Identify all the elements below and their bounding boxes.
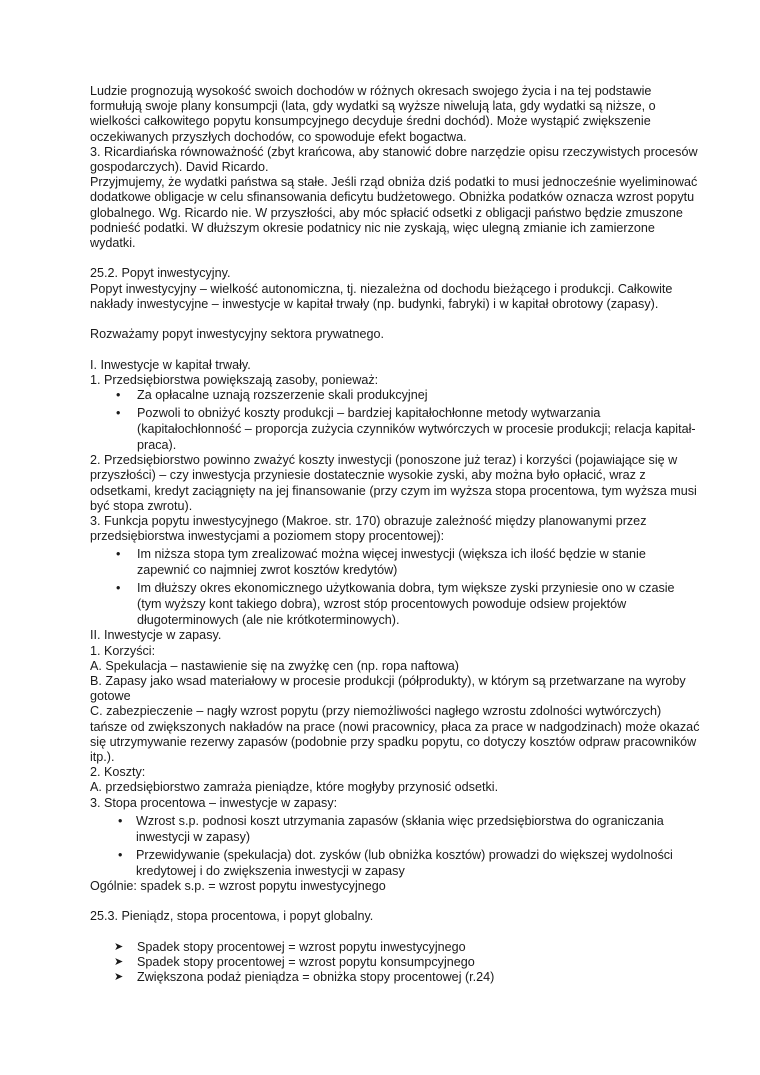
paragraph: 1. Przedsiębiorstwa powiększają zasoby, ponieważ: <box>90 372 379 387</box>
list-item <box>90 970 700 985</box>
arrow-bullet-icon: ➤ <box>114 955 124 968</box>
list-item-text: Spadek stopy procentowej = wzrost popytu konsumpcyjnego <box>137 954 475 969</box>
list-item <box>90 940 700 955</box>
list-item-text: Wzrost s.p. podnosi koszt utrzymania zapasów (skłania więc przedsiębiorstwa do ograniczania inwestycji w zapasy) <box>136 813 664 844</box>
list-item-text: Zwiększona podaż pieniądza = obniżka stopy procentowej (r.24) <box>137 970 495 985</box>
list-item <box>90 546 700 578</box>
bullet-list <box>90 546 700 628</box>
list-item-text: Im dłuższy okres ekonomicznego użytkowania dobra, tym większe zyski przyniesie ono w czasie (tym wyższy kont takiego dobra), wzrost stóp procentowych powoduje odsiew projektów długoterminowych (ale nie krótkoterminowych). <box>137 581 675 628</box>
paragraph: B. Zapasy jako wsad materiałowy w procesie produkcji (półprodukty), w którym są przetwarzane na wyroby gotowe <box>90 674 686 704</box>
paragraph: 2. Przedsiębiorstwo powinno zważyć koszty inwestycji (ponoszone już teraz) i korzyści (pojawiające się w przyszłości) – czy inwestycja przyniesie dostatecznie wysokie zyski, aby można było opłacić, wraz z odsetkami, kredyt zaciągnięty na jej finansowanie (przy czym im wyższa stopa procentowa, tym wyższa musi być stopa zwrotu). <box>90 453 697 513</box>
subheading: II. Inwestycje w zapasy. <box>90 628 222 643</box>
list-item <box>90 388 700 403</box>
list-item-text: Przewidywanie (spekulacja) dot. zysków (lub obniżka kosztów) prowadzi do większej wydolności kredytowej i do zwiększenia inwestycji w zapasy <box>136 847 673 878</box>
paragraph: Przyjmujemy, że wydatki państwa są stałe. Jeśli rząd obniża dziś podatki to musi jednocześnie wyeliminować dodatkowe obligacje w celu sfinansowania deficytu budżetowego. Obniżka podatków oznacza wzrost popytu globalnego. Wg. Ricardo nie. W przyszłości, aby móc spłacić odsetki z obligacji państwo będzie zmuszone podnieść podatki. W dłuższym okresie podatnicy nic nie zyskają, więc ulegną zmianie ich zamierzone wydatki. <box>90 175 698 251</box>
paragraph: Rozważamy popyt inwestycyjny sektora prywatnego. <box>90 327 384 342</box>
paragraph: A. Spekulacja – nastawienie się na zwyżkę cen (np. ropa naftowa) <box>90 658 459 673</box>
paragraph: C. zabezpieczenie – nagły wzrost popytu (przy niemożliwości nagłego wzrostu zdolności wytwórczych) tańsze od zwiększonych nakładów na prace (nowi pracownicy, płaca za prace w nadgodzinach) może okazać się utrzymywanie rezerwy zapasów (podobnie przy spadku popytu, co dotyczy kosztów odpraw pracowników itp.). <box>90 704 700 765</box>
section-heading: 25.2. Popyt inwestycyjny. <box>90 266 231 281</box>
list-item <box>90 580 700 628</box>
list-item <box>90 847 700 879</box>
bullet-list <box>90 813 700 879</box>
list-item-text: Im niższa stopa tym zrealizować można więcej inwestycji (większa ich ilość będzie w stanie zapewnić co najmniej zwrot kosztów kredytów) <box>137 547 646 578</box>
paragraph: Popyt inwestycyjny – wielkość autonomiczna, tj. niezależna od dochodu bieżącego i produkcji. Całkowite nakłady inwestycyjne – inwestycje w kapitał trwały (np. budynki, fabryki) i w kapitał obrotowy (zapasy). <box>90 281 673 311</box>
bullet-list <box>90 388 700 453</box>
list-item <box>90 405 700 453</box>
paragraph: 3. Stopa procentowa – inwestycje w zapasy: <box>90 795 338 810</box>
paragraph: 3. Ricardiańska równoważność (zbyt krańcowa, aby stanowić dobre narzędzie opisu rzeczywistych procesów gospodarczych). David Ricardo. <box>90 144 698 175</box>
list-item-text: Za opłacalne uznają rozszerzenie skali produkcyjnej <box>137 388 428 403</box>
list-item-text: Spadek stopy procentowej = wzrost popytu inwestycyjnego <box>137 939 466 954</box>
subheading: I. Inwestycje w kapitał trwały. <box>90 357 251 372</box>
arrow-bullet-icon: ➤ <box>114 971 124 984</box>
paragraph: Ogólnie: spadek s.p. = wzrost popytu inwestycyjnego <box>90 878 386 893</box>
paragraph: 1. Korzyści: <box>90 643 156 658</box>
list-item-text: Pozwoli to obniżyć koszty produkcji – bardziej kapitałochłonne metody wytwarzania (kapitałochłonność – proporcja zużycia czynników wytwórczych w procesie produkcji; relacja kapitał-praca). <box>137 406 696 453</box>
paragraph: A. przedsiębiorstwo zamraża pieniądze, które mogłyby przynosić odsetki. <box>90 780 499 795</box>
arrow-bullet-icon: ➤ <box>114 940 124 953</box>
paragraph: 2. Koszty: <box>90 765 146 780</box>
list-item <box>90 813 700 845</box>
list-item <box>90 955 700 970</box>
section-heading: 25.3. Pieniądz, stopa procentowa, i popyt globalny. <box>90 909 374 924</box>
arrow-list <box>90 940 700 986</box>
paragraph: 3. Funkcja popytu inwestycyjnego (Makroe. str. 170) obrazuje zależność między planowanymi przez przedsiębiorstwa inwestycjami a poziomem stopy procentowej): <box>90 514 647 544</box>
paragraph: Ludzie prognozują wysokość swoich dochodów w różnych okresach swojego życia i na tej podstawie formułują swoje plany konsumpcji (lata, gdy wydatki są wyższe niwelują lata, gdy wydatki są niższe, o wielkości całkowitego popytu konsumpcyjnego decyduje średni dochód). Może wystąpić zwiększenie oczekiwanych przyszłych dochodów, co spowoduje efekt bogactwa. <box>90 84 656 144</box>
